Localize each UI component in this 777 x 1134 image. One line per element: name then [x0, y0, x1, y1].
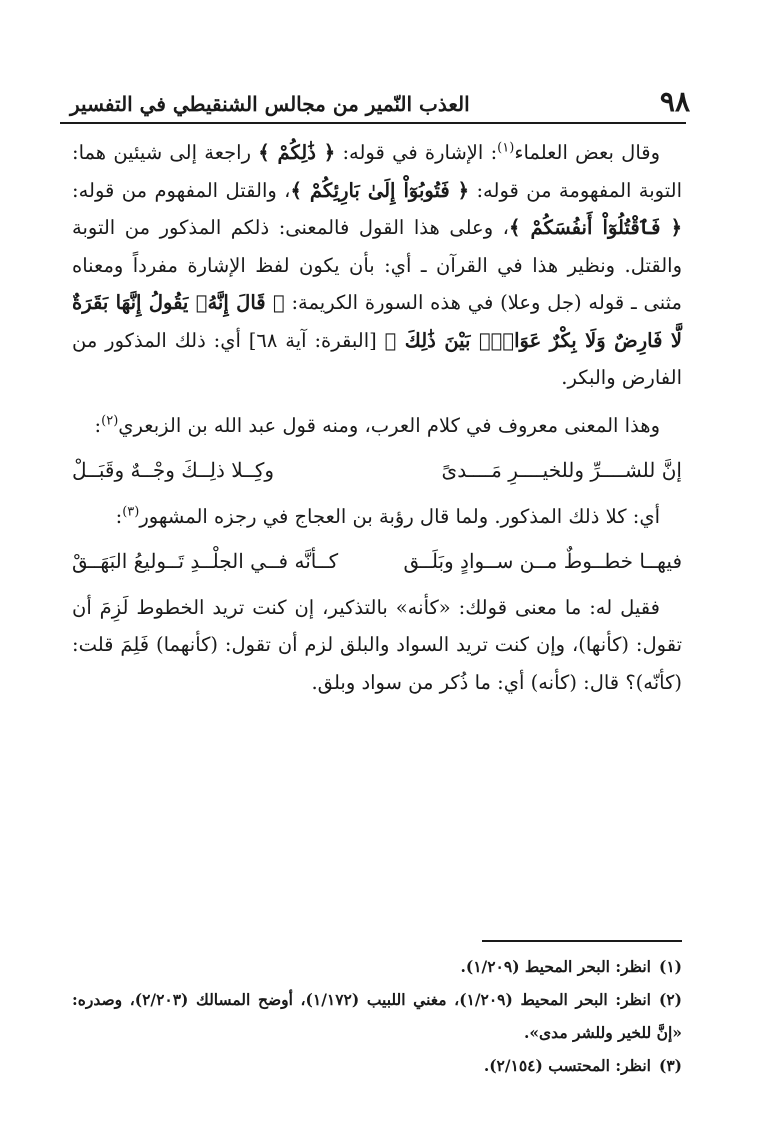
footnote-text: انظر: البحر المحيط (١/٢٠٩)، مغني اللبيب (١/١٧٢)، أوضح المسالك (٢/٢٠٣)، وصدره: «إنَّ للخير وللشر مدى».: [72, 990, 682, 1042]
footnote-1: [72, 950, 682, 983]
poetry-verse-2: [72, 543, 682, 581]
paragraph-3: [72, 498, 682, 536]
paragraph-text: ، وعلى هذا القول فالمعنى: ذلكم المذكور من التوبة والقتل. ونظير هذا في القرآن ـ أي: بأن يكون لفظ الإشارة مفرداً ومعناه مثنى ـ قوله (جل وعلا) في هذه السورة الكريمة:: [72, 216, 682, 314]
quran-quote: ﴿ ذَٰلِكُمْ ﴾: [258, 141, 336, 164]
paragraph-text: وقال بعض العلماء: [514, 141, 660, 164]
footnote-ref-2: (٢): [101, 413, 119, 428]
footnote-text: انظر: المحتسب (٢/١٥٤).: [483, 1056, 651, 1075]
paragraph-text: : الإشارة في قوله:: [335, 141, 498, 164]
paragraph-text: فقيل له: ما معنى قولك: «كأنه» بالتذكير، إن كنت تريد الخطوط لَزِمَ أن تقول: (كأنها)، وإن كنت تريد السواد والبلق لزم أن تقول: (كأنهما) فَلِمَ قلت: (كأنّه)؟ قال: (كأنه) أي: ما ذُكر من سواد وبلق.: [72, 595, 682, 694]
footnote-3: [72, 1049, 682, 1082]
footnote-ref-1: (١): [497, 140, 515, 156]
poetry-verse-1: [72, 452, 682, 490]
footnote-number: (١): [658, 957, 682, 976]
footnote-ref-3: (٣): [122, 504, 140, 519]
verse-second-hemistich: كــأنَّه فــي الجلْــدِ تَــوليعُ البَهَــقْ: [72, 549, 339, 573]
paragraph-text: أي: كلا ذلك المذكور. ولما قال رؤبة بن العجاج في رجزه المشهور: [139, 504, 660, 528]
footnotes: [72, 950, 682, 1082]
paragraph-text: راجعة إلى شيئين هما: التوبة المفهومة من قوله:: [72, 141, 682, 202]
paragraph-text: ، والقتل المفهوم من قوله:: [72, 178, 291, 202]
paragraph-text: وهذا المعنى معروف في كلام العرب، ومنه قول عبد الله بن الزبعري: [118, 413, 660, 437]
paragraph-1: [72, 134, 682, 397]
paragraph-text: :: [115, 504, 123, 528]
footnote-text: انظر: البحر المحيط (١/٢٠٩).: [460, 957, 651, 976]
body-text: [72, 134, 682, 701]
footnote-2: [72, 983, 682, 1049]
running-title: العذب النّمير من مجالس الشنقيطي في التفسير: [70, 92, 470, 116]
quran-quote: ﴿ فَٱقْتُلُوٓاْ أَنفُسَكُمْ ﴾: [508, 216, 682, 239]
quran-quote: ﴿ قَالَ إِنَّهُۥ يَقُولُ إِنَّهَا بَقَرَةٌ لَّا فَارِضٌ وَلَا بِكْرٌ عَوَانٌۢ بَيْنَ ذَٰلِكَ ﴾: [72, 291, 682, 352]
footnote-number: (٣): [658, 1056, 682, 1075]
page-header: [70, 78, 690, 118]
paragraph-4: [72, 589, 682, 702]
paragraph-2: [72, 407, 682, 445]
footnote-number: (٢): [658, 990, 682, 1009]
header-rule: [60, 122, 686, 124]
verse-first-hemistich: فيهــا خطــوطٌ مــن ســوادٍ وبَلَــق: [403, 549, 682, 573]
page-number: ٩٨: [659, 85, 690, 118]
paragraph-text: [البقرة: آية ٦٨] أي: ذلك المذكور من الفارض والبكر.: [72, 328, 682, 389]
paragraph-text: :: [94, 413, 102, 437]
verse-second-hemistich: وكِــلا ذلِــكَ وجْــهٌ وقَبَــلْ: [72, 458, 275, 482]
verse-first-hemistich: إنَّ للشــــرِّ وللخيــــرِ مَــــدىً: [441, 458, 682, 482]
quran-quote: ﴿ فَتُوبُوٓاْ إِلَىٰ بَارِئِكُمْ ﴾: [290, 178, 470, 202]
footnote-rule: [482, 940, 682, 942]
